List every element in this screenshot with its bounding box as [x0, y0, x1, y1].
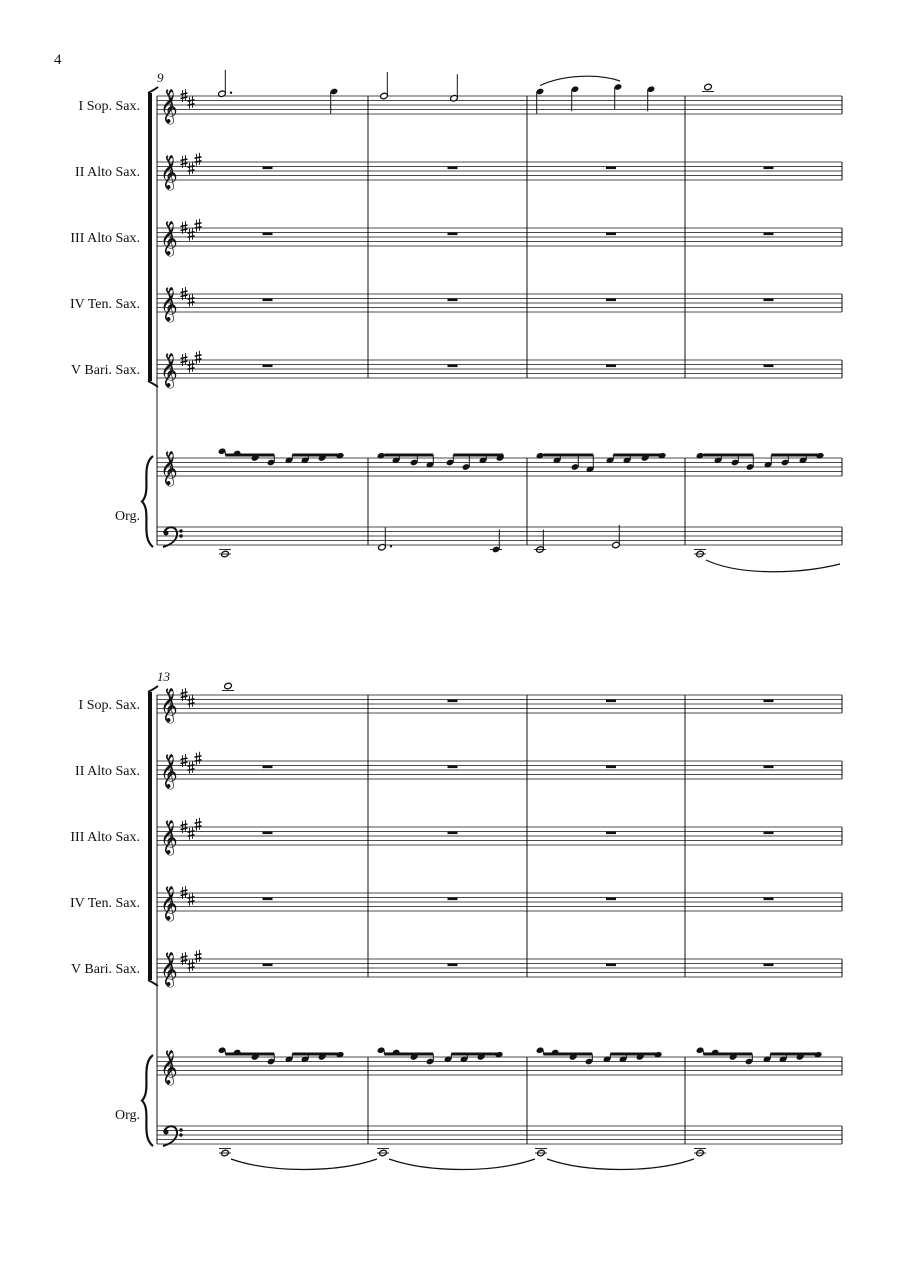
whole-rest: [606, 167, 616, 170]
treble-clef-icon: 𝄞: [160, 820, 178, 855]
treble-clef-icon: 𝄞: [160, 886, 178, 921]
whole-rest: [606, 964, 616, 967]
treble-clef-icon: 𝄞: [160, 754, 178, 789]
bass-clef-dot-icon: [164, 531, 168, 535]
staff-5: [157, 959, 842, 977]
tie: [231, 1159, 377, 1170]
bracket: [148, 93, 152, 381]
whole-rest: [764, 299, 774, 302]
dot: [390, 545, 392, 547]
brace: [142, 1055, 153, 1146]
tie: [389, 1159, 535, 1170]
whole-rest: [764, 167, 774, 170]
instrument-label: IV Ten. Sax.: [69, 896, 140, 911]
whole-rest: [606, 299, 616, 302]
sharp-icon: [188, 360, 195, 373]
bracket-hook-top: [148, 87, 158, 93]
whole-rest: [764, 898, 774, 901]
whole-rest: [764, 832, 774, 835]
whole-rest: [263, 167, 273, 170]
treble-clef-icon: 𝄞: [160, 451, 178, 486]
sharp-icon: [195, 351, 202, 364]
sharp-icon: [181, 353, 188, 366]
tie: [547, 1159, 694, 1170]
staff-2: [157, 162, 842, 180]
treble-clef-icon: 𝄞: [160, 221, 178, 256]
staff-4: [157, 294, 842, 312]
whole-note: [704, 83, 713, 91]
instrument-label: V Bari. Sax.: [71, 363, 140, 378]
slur: [540, 76, 620, 85]
sharp-icon: [195, 219, 202, 232]
treble-clef-icon: 𝄞: [160, 1050, 178, 1085]
treble-clef-icon: 𝄞: [160, 688, 178, 723]
instrument-label: I Sop. Sax.: [78, 698, 140, 713]
staff-5: [157, 360, 842, 378]
instrument-label: I Sop. Sax.: [78, 99, 140, 114]
whole-rest: [448, 766, 458, 769]
treble-clef-icon: 𝄞: [160, 353, 178, 388]
bracket: [148, 692, 152, 980]
sharp-icon: [188, 827, 195, 840]
dot: [230, 92, 232, 94]
staff-3: [157, 228, 842, 246]
whole-rest: [448, 299, 458, 302]
sharp-icon: [181, 688, 188, 701]
whole-rest: [764, 233, 774, 236]
bass-clef-dot-icon: [180, 1134, 182, 1136]
bass-clef-icon: [163, 527, 177, 547]
sharp-icon: [188, 893, 195, 906]
staff-organ-treble: [157, 1057, 842, 1075]
bass-clef-dot-icon: [164, 1130, 168, 1134]
whole-note: [224, 682, 233, 690]
whole-rest: [606, 832, 616, 835]
sharp-icon: [181, 287, 188, 300]
instrument-label: II Alto Sax.: [75, 764, 140, 779]
sharp-icon: [195, 153, 202, 166]
whole-rest: [448, 233, 458, 236]
whole-rest: [448, 964, 458, 967]
staff-1: [157, 695, 842, 713]
staff-organ-bass: [157, 1126, 842, 1144]
whole-rest: [606, 766, 616, 769]
staff-4: [157, 893, 842, 911]
sharp-icon: [188, 959, 195, 972]
whole-rest: [263, 233, 273, 236]
sharp-icon: [188, 96, 195, 109]
sharp-icon: [195, 752, 202, 765]
sharp-icon: [188, 294, 195, 307]
treble-clef-icon: 𝄞: [160, 952, 178, 987]
sharp-icon: [181, 89, 188, 102]
staff-3: [157, 827, 842, 845]
whole-rest: [263, 766, 273, 769]
whole-rest: [448, 167, 458, 170]
instrument-label: IV Ten. Sax.: [69, 297, 140, 312]
sharp-icon: [181, 886, 188, 899]
staff-1: [157, 96, 842, 114]
whole-rest: [606, 700, 616, 703]
instrument-label: II Alto Sax.: [75, 165, 140, 180]
bass-clef-icon: [163, 1126, 177, 1146]
whole-rest: [764, 766, 774, 769]
whole-rest: [764, 365, 774, 368]
whole-rest: [448, 700, 458, 703]
bass-clef-dot-icon: [180, 530, 182, 532]
sharp-icon: [181, 155, 188, 168]
staff-2: [157, 761, 842, 779]
whole-rest: [448, 365, 458, 368]
bracket-hook-top: [148, 686, 158, 692]
whole-rest: [606, 898, 616, 901]
bass-clef-dot-icon: [180, 1129, 182, 1131]
treble-clef-icon: 𝄞: [160, 155, 178, 190]
sharp-icon: [188, 228, 195, 241]
whole-rest: [448, 832, 458, 835]
page-number: 4: [54, 52, 62, 68]
sharp-icon: [195, 950, 202, 963]
whole-rest: [448, 898, 458, 901]
whole-rest: [263, 964, 273, 967]
sharp-icon: [181, 754, 188, 767]
sharp-icon: [188, 695, 195, 708]
treble-clef-icon: 𝄞: [160, 287, 178, 322]
whole-rest: [263, 299, 273, 302]
measure-number: 9: [157, 70, 164, 85]
sharp-icon: [195, 818, 202, 831]
whole-rest: [263, 832, 273, 835]
whole-rest: [263, 365, 273, 368]
instrument-label: III Alto Sax.: [70, 830, 140, 845]
treble-clef-icon: 𝄞: [160, 89, 178, 124]
instrument-label: Org.: [114, 509, 140, 524]
sharp-icon: [188, 761, 195, 774]
whole-rest: [606, 365, 616, 368]
sharp-icon: [181, 952, 188, 965]
instrument-label: III Alto Sax.: [70, 231, 140, 246]
sharp-icon: [181, 820, 188, 833]
whole-rest: [606, 233, 616, 236]
tie: [706, 560, 840, 572]
measure-number: 13: [157, 669, 170, 684]
instrument-label: Org.: [114, 1108, 140, 1123]
brace: [142, 456, 153, 547]
instrument-label: V Bari. Sax.: [71, 962, 140, 977]
sharp-icon: [181, 221, 188, 234]
whole-rest: [263, 898, 273, 901]
bass-clef-dot-icon: [180, 535, 182, 537]
sharp-icon: [188, 162, 195, 175]
whole-rest: [764, 700, 774, 703]
whole-rest: [764, 964, 774, 967]
